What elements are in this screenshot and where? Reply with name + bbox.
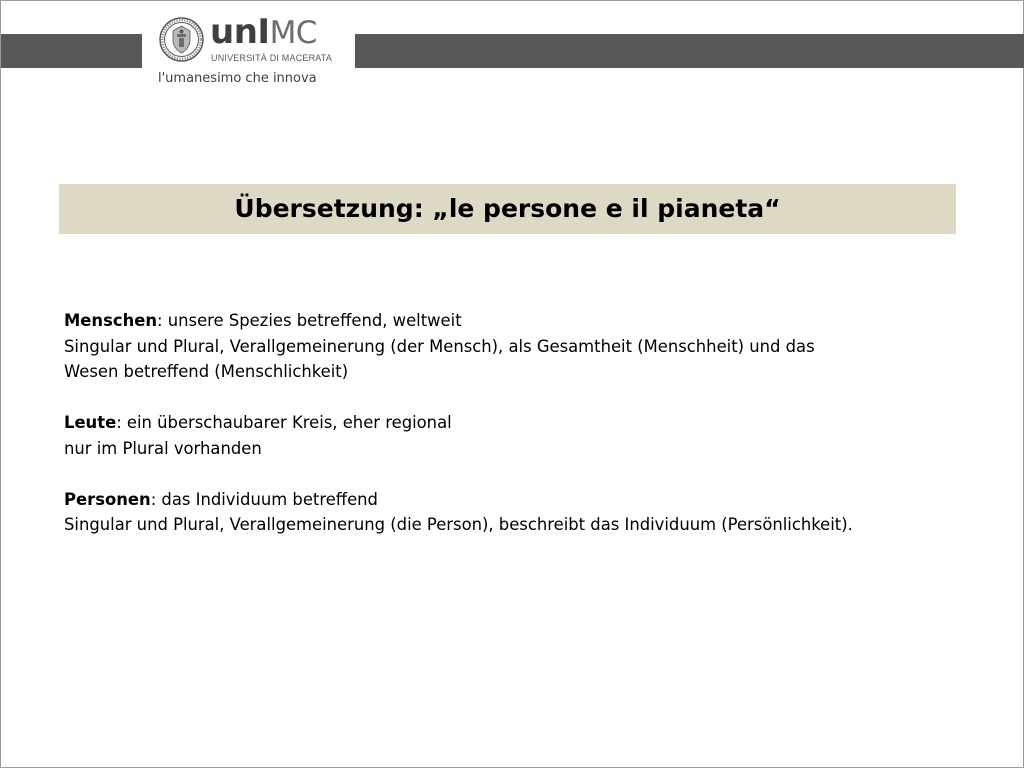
header-bar-left (1, 34, 142, 68)
university-logo (142, 1, 355, 97)
slide-content (64, 308, 964, 563)
section-definition: : das Individuum betreffend (150, 489, 378, 509)
section-term: Leute (64, 413, 117, 432)
slide-title: Übersetzung: „le persone e il pianeta“ (234, 194, 781, 223)
title-band (59, 184, 956, 234)
section-personen (64, 487, 964, 538)
section-line: Wesen betreffend (Menschlichkeit) (64, 362, 349, 381)
section-line: Singular und Plural, Verallgemeinerung (der Mensch), als Gesamtheit (Menschheit) und das (64, 336, 815, 356)
header-bar-right (355, 34, 1024, 68)
tagline: l'umanesimo che innova (158, 71, 317, 86)
brand-wordmark-light: MC (269, 15, 317, 51)
section-heading-line (64, 410, 964, 436)
section-menschen (64, 308, 964, 385)
section-term: Personen (64, 489, 151, 509)
university-seal-icon (159, 17, 204, 62)
section-line: nur im Plural vorhanden (64, 438, 262, 458)
section-leute (64, 410, 964, 461)
section-term: Menschen (64, 311, 158, 330)
brand-wordmark-bold: unI (210, 12, 270, 52)
section-definition: : ein überschaubarer Kreis, eher regional (116, 413, 452, 432)
section-heading-line (64, 308, 964, 334)
university-name: UNIVERSITÀ DI MACERATA (211, 53, 333, 63)
section-line: Singular und Plural, Verallgemeinerung (die Person), beschreibt das Individuum (Persönlichkeit). (64, 515, 853, 534)
brand-wordmark (210, 12, 317, 53)
section-definition: : unsere Spezies betreffend, weltweit (157, 311, 462, 330)
section-heading-line (64, 487, 964, 513)
